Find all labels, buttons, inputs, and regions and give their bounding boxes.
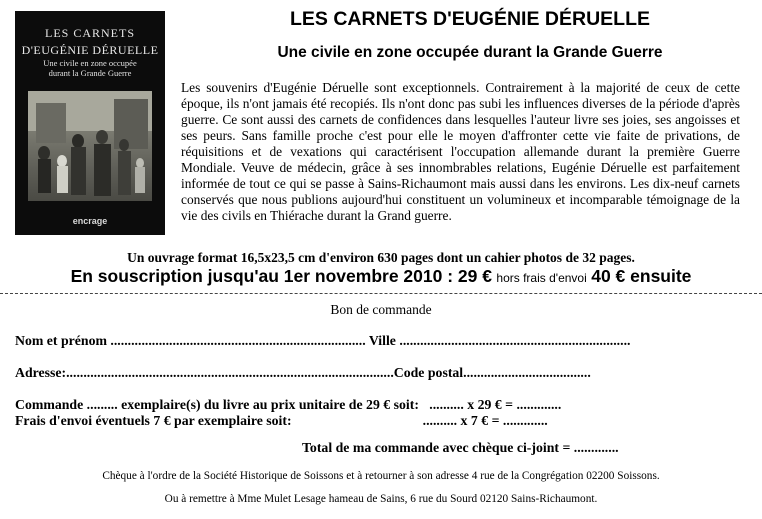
order-quantity-field[interactable]: Commande ......... exemplaire(s) du livre au prix unitaire de 29 € soit: .......... x 29 € = ............. (15, 397, 562, 412)
book-description: Les souvenirs d'Eugénie Déruelle sont exceptionnels. Contrairement à la majorité de ceux de cette époque, ils n'ont jamais été recopiés. Ils n'ont donc pas subi les influences diverses de la période d'après guerre. Ce sont aussi des carnets de confidences dans lesquelles l'auteur livre ses joies, ses angoisses et ses peurs. Sans famille proche c'est pour elle le moyen d'affronter cette vie faite de privations, de réquisitions et de vexations qui caractérisent l'occupation allemande durant la première Guerre Mondiale. Veuve de médecin, grâce à ses innombrables relations, Eugénie Déruelle est parfaitement informée de tout ce qui se passe à Sains-Richaumont mais aussi dans les environs. Les dix-neuf carnets conservés que nous publions aujourd'hui constituent un volumineux et incomparable témoignage de la vie des civils en Thiérache durant la Grand guerre. (181, 80, 740, 223)
address-postal-field[interactable]: Adresse:...............................................................................................Code postal..................................... (15, 365, 591, 380)
order-total-field[interactable]: Total de ma commande avec chèque ci-joint = ............. (302, 440, 619, 455)
cover-photo-figures (28, 91, 152, 201)
page-title: LES CARNETS D'EUGÉNIE DÉRUELLE (289, 8, 650, 30)
cover-photo (28, 91, 152, 201)
cheque-instructions: Chèque à l'ordre de la Société Historique de Soissons et à retourner à son adresse 4 rue de la Congrégation 02200 Soissons. (102, 470, 660, 482)
subscription-main: En souscription jusqu'au 1er novembre 2010 : 29 € (70, 266, 492, 286)
cover-subtitle-line2: durant la Grande Guerre (48, 68, 132, 78)
subscription-line (0, 266, 762, 287)
order-form-heading: Bon de commande (330, 302, 432, 317)
subscription-fees: hors frais d'envoi (496, 271, 587, 285)
cover-publisher: encrage (72, 216, 108, 226)
page-subtitle: Une civile en zone occupée durant la Grande Guerre (277, 44, 663, 61)
shipping-fee-field[interactable]: Frais d'envoi éventuels 7 € par exemplaire soit: .......... x 7 € = ............. (15, 413, 548, 428)
book-cover-image (15, 11, 165, 235)
cover-title-line1: LES CARNETS (44, 26, 135, 40)
cut-line-divider (0, 293, 762, 294)
name-city-field[interactable]: Nom et prénom .......................................................................... Ville ................................................................... (15, 333, 631, 348)
format-line: Un ouvrage format 16,5x23,5 cm d'environ 630 pages dont un cahier photos de 32 pages. (127, 250, 635, 265)
cover-subtitle (15, 58, 165, 78)
cover-subtitle-line1: Une civile en zone occupée (43, 58, 137, 68)
remit-instructions: Ou à remettre à Mme Mulet Lesage hameau de Sains, 6 rue du Sourd 02120 Sains-Richaumont. (164, 493, 598, 505)
cover-title-line2: D'EUGÉNIE DÉRUELLE (21, 43, 159, 57)
subscription-after: 40 € ensuite (591, 266, 692, 286)
